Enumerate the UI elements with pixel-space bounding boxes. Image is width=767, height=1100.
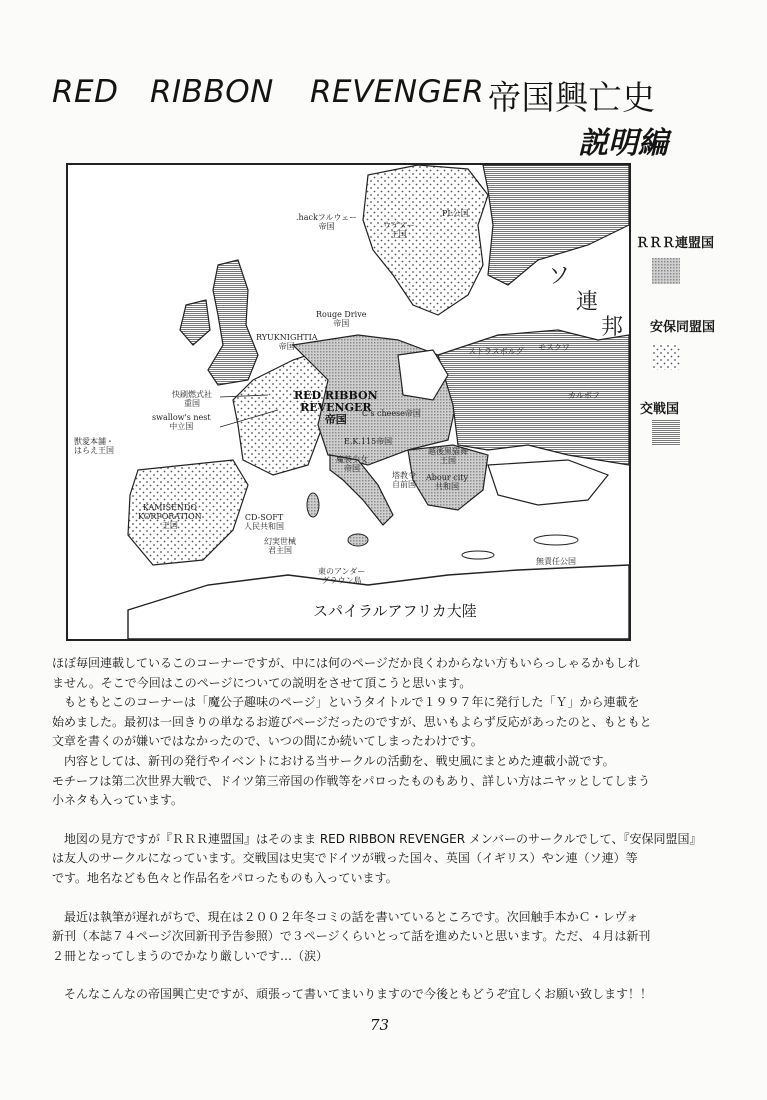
map-label-ugenu: ウゲヌー 王国: [383, 221, 415, 239]
body-line: です。地名なども色々と作品名をパロったものも入っています。: [52, 870, 398, 885]
legend-swatch-enemy: [652, 420, 680, 446]
body-line: モチーフは第二次世界大戦で、ドイツ第三帝国の作戦等をパロったものもあり、詳しい方はニヤッとしてしまう: [52, 773, 651, 788]
body-line: ません。そこで今回はこのページについての説明をさせて頂こうと思います。: [52, 675, 472, 690]
map-label-tobeanger: 東のアンダー グラウン島: [318, 567, 366, 585]
title-word-ribbon: RIBBON: [150, 74, 274, 110]
sicily-island: [348, 534, 368, 546]
map-label-kaika: 快刷燃式社 重国: [172, 390, 212, 408]
map-label-mugensei: 無責任公国: [536, 557, 576, 566]
soviet-char-3: 邦: [601, 315, 624, 340]
map-label-gensou: 幻実世械 君主国: [264, 537, 296, 555]
title-word-revenger: REVENGER: [310, 74, 485, 110]
body-line: 内容としては、新刊の発行やイベントにおける当サークルの活動を、戦史風にまとめた連載小説です。: [52, 753, 615, 768]
body-line: は友人のサークルになっています。交戦国は史実でドイツが戦った国々、英国（イギリス）やン連（ソ連）等: [52, 851, 638, 866]
body-line: 始めました。最初は一回きりの単なるお遊びページだったのですが、思いもよらず反応があったのと、もともと: [52, 714, 652, 729]
eastern-region: [438, 330, 629, 465]
map-label-strasbourg: ストラスボルグ: [468, 347, 524, 356]
africa-label: スパイラルアフリカ大陸: [313, 602, 477, 620]
map-label-ekoto: 越後黒猫舞 王国: [428, 447, 468, 465]
body-line: 最近は執筆が遅れがちで、現在は２００２年冬コミの話を書いているところです。次回触手本かＣ・レヴォ: [52, 909, 639, 924]
map-label-cscheese: C's cheese帝国: [362, 409, 421, 418]
map-label-mahosu: 魔装少女 帝国: [336, 455, 368, 473]
scandinavia-region: [363, 165, 488, 315]
map-label-tounin: 塔教令 自前国: [392, 471, 416, 489]
legend-swatch-allied: [652, 258, 680, 284]
body-line: 文章を書くのが嫌いではなかったので、いつの間にか続いてしまったわけです。: [52, 734, 483, 749]
rrr-label: RED RIBBON REVENGER 帝国: [294, 389, 378, 426]
body-line: もともとこのコーナーは「魔公子趣味のページ」というタイトルで１９９７年に発行した「Ｙ」から連載を: [52, 695, 640, 710]
map-label-ryuk: RYUKNIGHTIA 帝国: [256, 333, 318, 351]
map-label-pl: PL公国: [442, 209, 469, 218]
europe-map: [66, 163, 631, 641]
map-label-moscow: モスクワ: [538, 343, 570, 352]
cyprus-island: [534, 535, 578, 545]
body-line: ２冊となってしまうのでかなり厳しいです…（涙）: [52, 948, 329, 963]
map-label-rouge: Rouge Drive 帝国: [316, 310, 367, 328]
ireland-region: [180, 300, 210, 345]
body-line: そんなこんなの帝国興亡史ですが、頑張って書いてまいりますので今後ともどうぞ宜しくお願い致します！！: [52, 987, 653, 1002]
body-line: ほぼ毎回連載しているこのコーナーですが、中には何のページだか良くわからない方もいらっしゃるかもしれ: [52, 656, 640, 670]
map-label-gakuai: 獣愛本舗・ はらえ王国: [74, 437, 114, 455]
legend-label-allied: ＲＲＲ連盟国: [636, 236, 715, 251]
body-line: 小ネタも入っています。: [52, 793, 184, 808]
map-label-cdsoft: CD-SOFT 人民共和国: [244, 513, 284, 531]
anatolia-region: [488, 460, 608, 505]
page-subtitle: 説明編: [578, 126, 668, 161]
map-label-kamisendo: KAMISENDO KORPORATION 王国: [138, 503, 202, 530]
page-number: 73: [370, 1016, 390, 1034]
soviet-char-1: ソ: [548, 264, 571, 289]
map-label-abour: Abour city 共和国: [426, 473, 469, 491]
map-label-karu: カルポフ: [568, 391, 600, 400]
soviet-char-2: 連: [576, 290, 599, 315]
map-label-swallow: swallow's nest 中立国: [152, 413, 211, 431]
legend-swatch-security: [652, 344, 680, 370]
crete-island: [462, 551, 494, 559]
britain-region: [208, 260, 258, 385]
body-line: 地図の見方ですが『ＲＲＲ連盟国』はそのまま RED RIBBON REVENGER メンバーのサークルでして、『安保同盟国』: [52, 831, 702, 846]
title-japanese: 帝国興亡史: [488, 78, 656, 117]
body-line: 新刊（本誌７４ページ次回新刊予告参照）で３ページくらいとって話を進めたいと思います。ただ、４月は新刊: [52, 929, 651, 944]
legend-label-enemy: 交戦国: [640, 402, 680, 417]
article-body: [52, 654, 720, 1005]
map-label-e115: E.K.115帝国: [344, 437, 393, 446]
sardinia-island: [307, 493, 319, 517]
legend-label-security: 安保同盟国: [650, 320, 716, 335]
map-label-hackfm: .hackフルウェー 帝国: [296, 213, 358, 231]
title-word-red: RED: [52, 74, 119, 110]
